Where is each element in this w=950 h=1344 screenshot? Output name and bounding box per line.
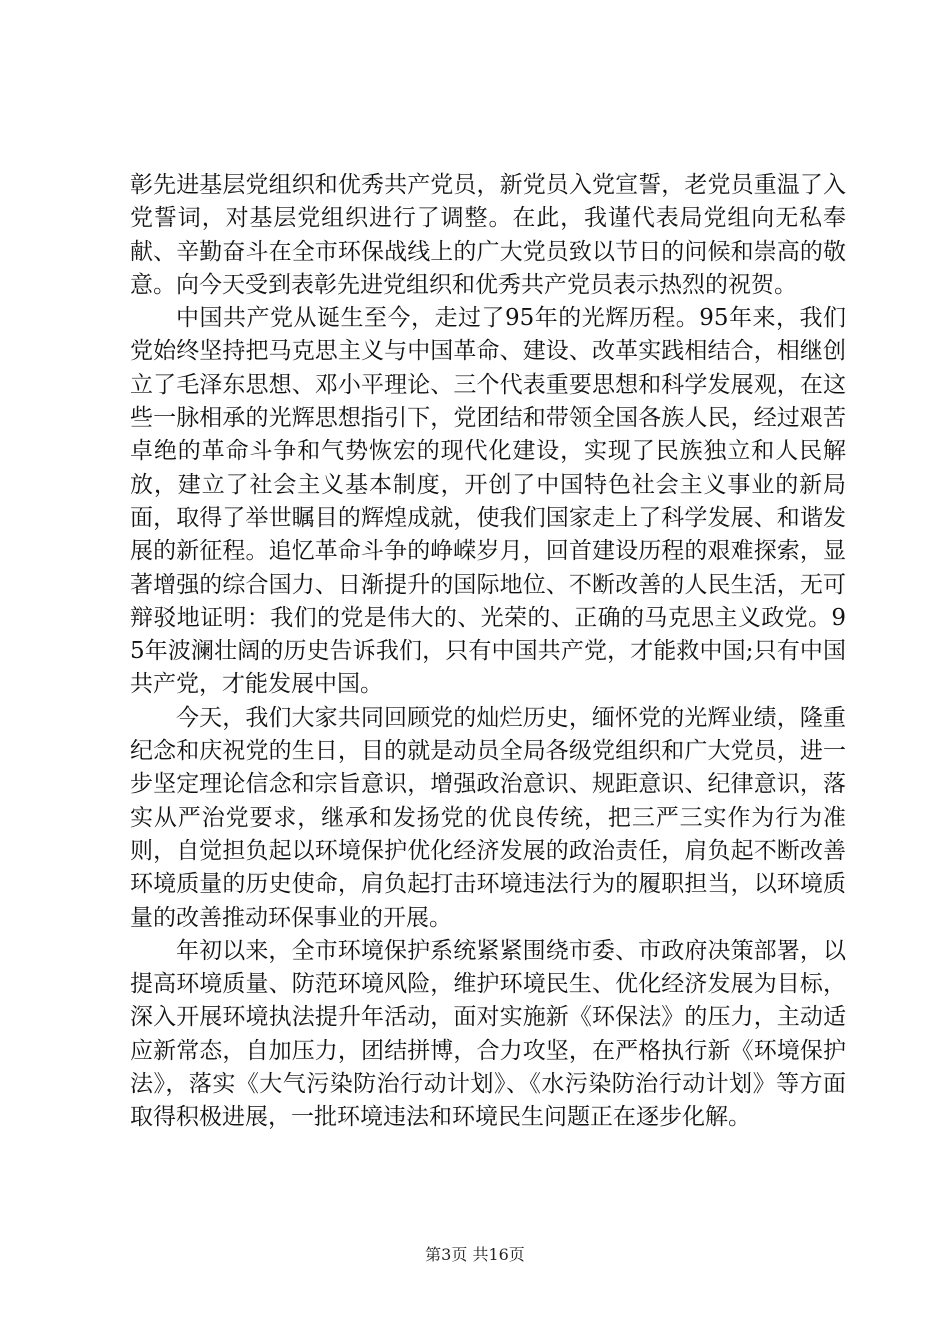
- document-body: [130, 169, 846, 1135]
- paragraph-2: 中国共产党从诞生至今，走过了95年的光辉历程。95年来，我们党始终坚持把马克思主义与中国革命、建设、改革实践相结合，相继创立了毛泽东思想、邓小平理论、三个代表重要思想和科学发展观，在这些一脉相承的光辉思想指引下，党团结和带领全国各族人民，经过艰苦卓绝的革命斗争和气势恢宏的现代化建设，实现了民族独立和人民解放，建立了社会主义基本制度，开创了中国特色社会主义事业的新局面，取得了举世瞩目的辉煌成就，使我们国家走上了科学发展、和谐发展的新征程。追忆革命斗争的峥嵘岁月，回首建设历程的艰难探索，显著增强的综合国力、日渐提升的国际地位、不断改善的人民生活，无可辩驳地证明：我们的党是伟大的、光荣的、正确的马克思主义政党。95年波澜壮阔的历史告诉我们，只有中国共产党，才能救中国;只有中国共产党，才能发展中国。: [130, 305, 846, 698]
- paragraph-4: 年初以来，全市环境保护系统紧紧围绕市委、市政府决策部署，以提高环境质量、防范环境风险，维护环境民生、优化经济发展为目标，深入开展环境执法提升年活动，面对实施新《环保法》的压力，主动适应新常态，自加压力，团结拼博，合力攻坚，在严格执行新《环境保护法》，落实《大气污染防治行动计划》、《水污染防治行动计划》等方面取得积极进展，一批环境违法和环境民生问题正在逐步化解。: [130, 937, 846, 1131]
- paragraph-1: 彰先进基层党组织和优秀共产党员，新党员入党宣誓，老党员重温了入党誓词，对基层党组织进行了调整。在此，我谨代表局党组向无私奉献、辛勤奋斗在全市环保战线上的广大党员致以节日的问候和崇高的敬意。向今天受到表彰先进党组织和优秀共产党员表示热烈的祝贺。: [130, 172, 846, 298]
- page-footer: 第3页 共16页: [425, 1245, 525, 1264]
- paragraph-3: 今天，我们大家共同回顾党的灿烂历史，缅怀党的光辉业绩，隆重纪念和庆祝党的生日，目的就是动员全局各级党组织和广大党员，进一步坚定理论信念和宗旨意识，增强政治意识、规距意识、纪律意识，落实从严治党要求，继承和发扬党的优良传统，把三严三实作为行为准则，自觉担负起以环境保护优化经济发展的政治责任，肩负起不断改善环境质量的历史使命，肩负起打击环境违法行为的履职担当，以环境质量的改善推动环保事业的开展。: [130, 704, 846, 931]
